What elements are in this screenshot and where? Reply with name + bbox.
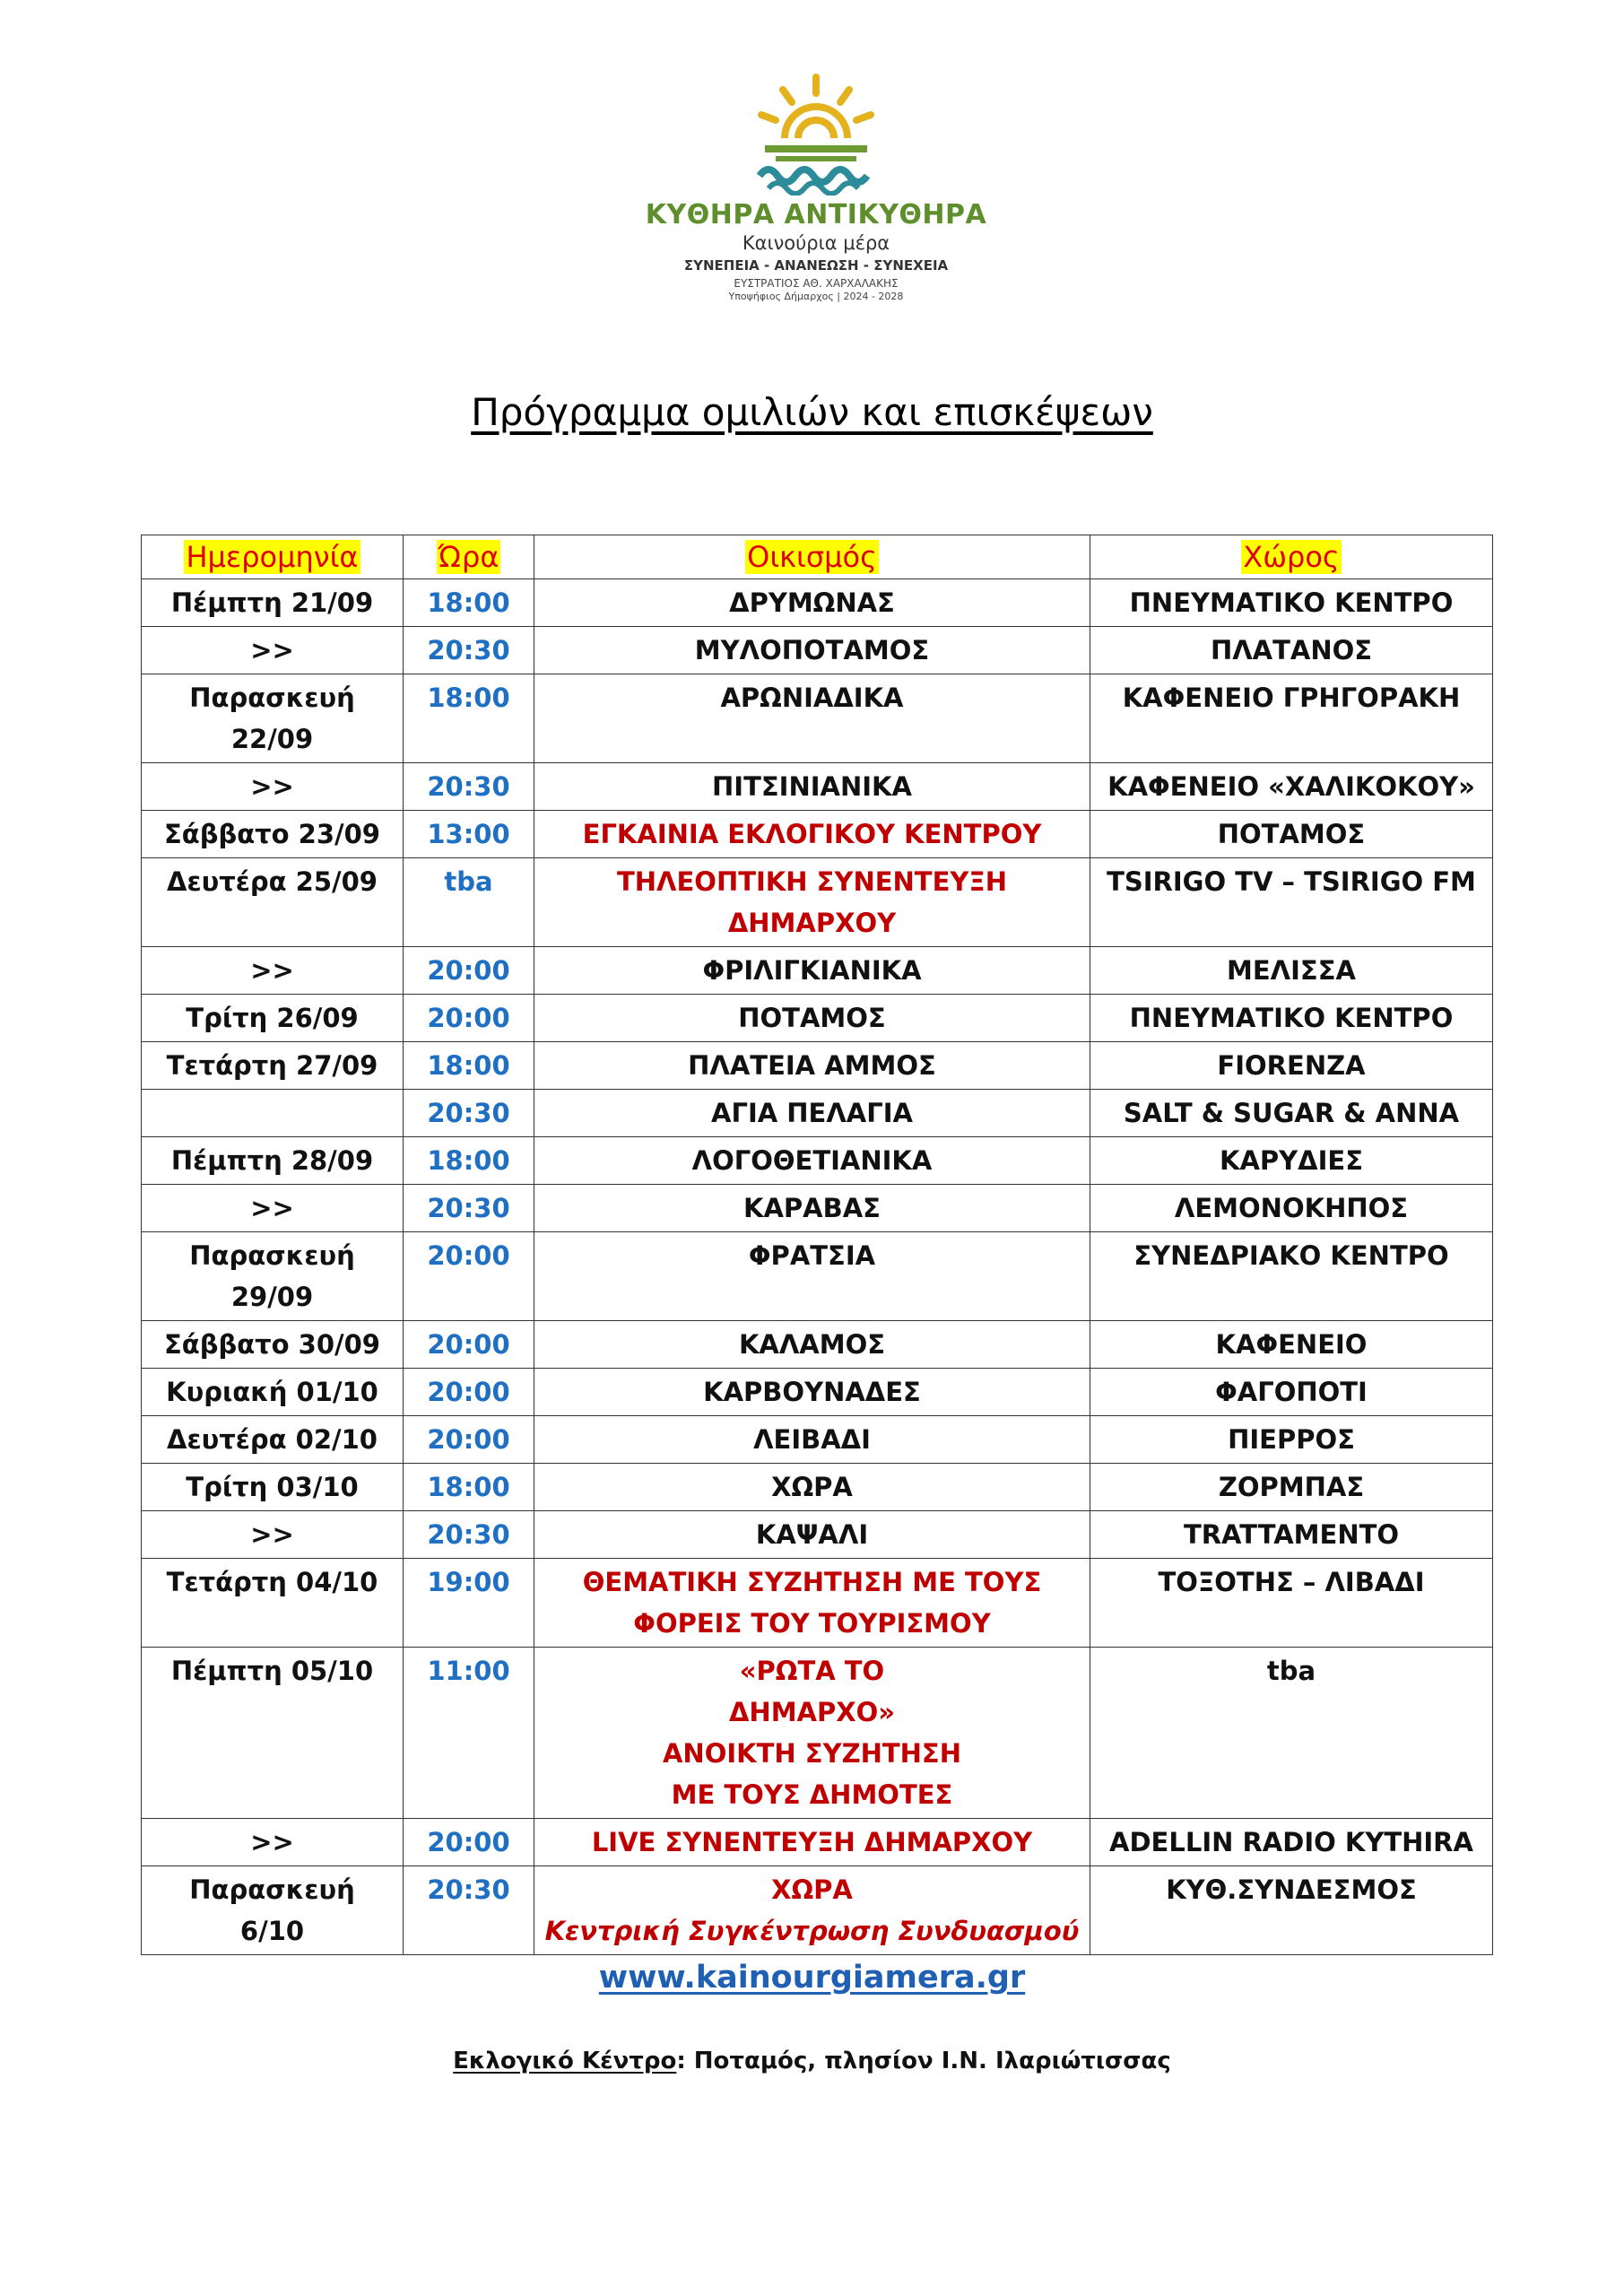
cell-time: 19:00	[404, 1559, 534, 1648]
header-date: Ημερομηνία	[142, 535, 404, 579]
logo-tagline: ΣΥΝΕΠΕΙΑ - ΑΝΑΝΕΩΣΗ - ΣΥΝΕΧΕΙΑ	[683, 257, 949, 274]
table-row	[142, 1511, 1493, 1559]
table-row	[142, 1866, 1493, 1955]
cell-date: Πέμπτη 28/09	[142, 1137, 404, 1185]
cell-date: Παρασκευή 6/10	[142, 1866, 404, 1955]
cell-time: 20:00	[404, 1321, 534, 1369]
header-place: Οικισμός	[534, 535, 1090, 579]
cell-venue: ΚΑΦΕΝΕΙΟ «ΧΑΛΙΚΟΚΟΥ»	[1090, 763, 1493, 811]
cell-place: ΦΡΙΛΙΓΚΙΑΝΙΚΑ	[534, 947, 1090, 995]
cell-venue: FIORENZA	[1090, 1042, 1493, 1090]
cell-place: ΑΓΙΑ ΠΕΛΑΓΙΑ	[534, 1090, 1090, 1137]
table-row	[142, 1648, 1493, 1819]
footer-text: : Ποταμός, πλησίον Ι.Ν. Ιλαριώτισσας	[676, 2048, 1171, 2074]
cell-date: >>	[142, 1511, 404, 1559]
cell-venue: SALT & SUGAR & ANNA	[1090, 1090, 1493, 1137]
table-row	[142, 811, 1493, 858]
cell-venue: ΚΑΡΥΔΙΕΣ	[1090, 1137, 1493, 1185]
cell-place: ΤΗΛΕΟΠΤΙΚΗ ΣΥΝΕΝΤΕΥΞΗ ΔΗΜΑΡΧΟΥ	[534, 858, 1090, 947]
cell-time: 18:00	[404, 674, 534, 763]
table-row	[142, 1090, 1493, 1137]
sun-waves-icon	[749, 70, 883, 196]
table-row	[142, 1369, 1493, 1416]
cell-venue: ΖΟΡΜΠΑΣ	[1090, 1464, 1493, 1511]
cell-date: >>	[142, 1185, 404, 1232]
place-subtitle: Κεντρική Συγκέντρωση Συνδυασμού	[544, 1916, 1080, 1946]
cell-date	[142, 1090, 404, 1137]
table-row	[142, 579, 1493, 627]
cell-place: ΠΙΤΣΙΝΙΑΝΙΚΑ	[534, 763, 1090, 811]
table-header-row	[142, 535, 1493, 579]
table-row	[142, 1321, 1493, 1369]
cell-time: 20:00	[404, 1819, 534, 1866]
cell-date: Τετάρτη 27/09	[142, 1042, 404, 1090]
place-main: ΧΩΡΑ	[771, 1874, 853, 1905]
cell-time: tba	[404, 858, 534, 947]
cell-place: ΧΩΡΑ	[534, 1464, 1090, 1511]
footer-address	[0, 2048, 1624, 2074]
cell-date: Τετάρτη 04/10	[142, 1559, 404, 1648]
cell-venue: ΛΕΜΟΝΟΚΗΠΟΣ	[1090, 1185, 1493, 1232]
header-venue: Χώρος	[1090, 535, 1493, 579]
table-row	[142, 763, 1493, 811]
cell-venue: ΦΑΓΟΠΟΤΙ	[1090, 1369, 1493, 1416]
cell-place: LIVE ΣΥΝΕΝΤΕΥΞΗ ΔΗΜΑΡΧΟΥ	[534, 1819, 1090, 1866]
cell-time: 20:00	[404, 1232, 534, 1321]
cell-venue: ΠΛΑΤΑΝΟΣ	[1090, 627, 1493, 674]
table-row	[142, 1819, 1493, 1866]
table-row	[142, 1137, 1493, 1185]
table-row	[142, 627, 1493, 674]
campaign-logo	[641, 70, 991, 352]
cell-place: ΑΡΩΝΙΑΔΙΚΑ	[534, 674, 1090, 763]
cell-venue: ΚΑΦΕΝΕΙΟ	[1090, 1321, 1493, 1369]
cell-place: ΕΓΚΑΙΝΙΑ ΕΚΛΟΓΙΚΟΥ ΚΕΝΤΡΟΥ	[534, 811, 1090, 858]
cell-venue: ΣΥΝΕΔΡΙΑΚΟ ΚΕΝΤΡΟ	[1090, 1232, 1493, 1321]
cell-time: 11:00	[404, 1648, 534, 1819]
logo-candidate-name: ΕΥΣΤΡΑΤΙΟΣ ΑΘ. ΧΑΡΧΑΛΑΚΗΣ	[734, 277, 899, 290]
cell-place: ΜΥΛΟΠΟΤΑΜΟΣ	[534, 627, 1090, 674]
cell-place: ΠΛΑΤΕΙΑ ΑΜΜΟΣ	[534, 1042, 1090, 1090]
cell-time: 20:30	[404, 1185, 534, 1232]
table-row	[142, 674, 1493, 763]
cell-time: 20:30	[404, 763, 534, 811]
cell-place: ΛΕΙΒΑΔΙ	[534, 1416, 1090, 1464]
table-row	[142, 858, 1493, 947]
table-row	[142, 1416, 1493, 1464]
cell-date: >>	[142, 1819, 404, 1866]
logo-subtitle: Καινούρια μέρα	[742, 232, 890, 254]
cell-venue: ΠΟΤΑΜΟΣ	[1090, 811, 1493, 858]
cell-place: ΚΑΛΑΜΟΣ	[534, 1321, 1090, 1369]
cell-time: 18:00	[404, 1464, 534, 1511]
cell-place: ΚΑΨΑΛΙ	[534, 1511, 1090, 1559]
header-time: Ώρα	[404, 535, 534, 579]
cell-date: Τρίτη 03/10	[142, 1464, 404, 1511]
cell-time: 20:00	[404, 995, 534, 1042]
cell-date: Παρασκευή 22/09	[142, 674, 404, 763]
logo-candidate-role: Υποψήφιος Δήμαρχος | 2024 - 2028	[728, 291, 904, 302]
cell-venue: ΠΙΕΡΡΟΣ	[1090, 1416, 1493, 1464]
cell-venue: ΠΝΕΥΜΑΤΙΚΟ ΚΕΝΤΡΟ	[1090, 579, 1493, 627]
cell-time: 18:00	[404, 579, 534, 627]
table-row	[142, 947, 1493, 995]
cell-date: Κυριακή 01/10	[142, 1369, 404, 1416]
cell-time: 20:30	[404, 627, 534, 674]
cell-date: >>	[142, 947, 404, 995]
cell-date: Πέμπτη 21/09	[142, 579, 404, 627]
table-row	[142, 1232, 1493, 1321]
page-title: Πρόγραμμα ομιλιών και επισκέψεων	[471, 390, 1153, 434]
table-row	[142, 1185, 1493, 1232]
cell-place: ΚΑΡΒΟΥΝΑΔΕΣ	[534, 1369, 1090, 1416]
cell-place: «ΡΩΤΑ ΤΟ ΔΗΜΑΡΧΟ» ΑΝΟΙΚΤΗ ΣΥΖΗΤΗΣΗ ΜΕ ΤΟΥΣ ΔΗΜΟΤΕΣ	[534, 1648, 1090, 1819]
cell-date: Σάββατο 23/09	[142, 811, 404, 858]
cell-venue: ΚΥΘ.ΣΥΝΔΕΣΜΟΣ	[1090, 1866, 1493, 1955]
cell-place: ΦΡΑΤΣΙΑ	[534, 1232, 1090, 1321]
cell-time: 13:00	[404, 811, 534, 858]
cell-venue: TRATTAMENTO	[1090, 1511, 1493, 1559]
cell-date: >>	[142, 763, 404, 811]
cell-venue: ΤΟΞΟΤΗΣ – ΛΙΒΑΔΙ	[1090, 1559, 1493, 1648]
footer-label: Εκλογικό Κέντρο	[453, 2048, 677, 2074]
cell-time: 20:00	[404, 947, 534, 995]
cell-venue: ADELLIN RADIO KYTHIRA	[1090, 1819, 1493, 1866]
cell-date: Δευτέρα 02/10	[142, 1416, 404, 1464]
cell-place: ΚΑΡΑΒΑΣ	[534, 1185, 1090, 1232]
cell-date: Σάββατο 30/09	[142, 1321, 404, 1369]
table-row	[142, 1559, 1493, 1648]
cell-date: Πέμπτη 05/10	[142, 1648, 404, 1819]
cell-time: 18:00	[404, 1042, 534, 1090]
table-row	[142, 1042, 1493, 1090]
cell-place: ΘΕΜΑΤΙΚΗ ΣΥΖΗΤΗΣΗ ΜΕ ΤΟΥΣ ΦΟΡΕΙΣ ΤΟΥ ΤΟΥΡΙΣΜΟΥ	[534, 1559, 1090, 1648]
logo-title: ΚΥΘΗΡΑ ΑΝΤΙΚΥΘΗΡΑ	[645, 199, 987, 230]
cell-place	[534, 1866, 1090, 1955]
cell-time: 20:30	[404, 1090, 534, 1137]
cell-time: 18:00	[404, 1137, 534, 1185]
cell-time: 20:30	[404, 1511, 534, 1559]
schedule-table	[141, 535, 1493, 1955]
cell-date: >>	[142, 627, 404, 674]
cell-time: 20:00	[404, 1369, 534, 1416]
cell-venue: TSIRIGO TV – TSIRIGO FM	[1090, 858, 1493, 947]
cell-place: ΔΡΥΜΩΝΑΣ	[534, 579, 1090, 627]
cell-venue: ΚΑΦΕΝΕΙΟ ΓΡΗΓΟΡΑΚΗ	[1090, 674, 1493, 763]
cell-place: ΠΟΤΑΜΟΣ	[534, 995, 1090, 1042]
cell-venue: ΠΝΕΥΜΑΤΙΚΟ ΚΕΝΤΡΟ	[1090, 995, 1493, 1042]
cell-date: Δευτέρα 25/09	[142, 858, 404, 947]
table-row	[142, 1464, 1493, 1511]
cell-place: ΛΟΓΟΘΕΤΙΑΝΙΚΑ	[534, 1137, 1090, 1185]
cell-venue: tba	[1090, 1648, 1493, 1819]
cell-date: Παρασκευή 29/09	[142, 1232, 404, 1321]
cell-time: 20:00	[404, 1416, 534, 1464]
cell-time: 20:30	[404, 1866, 534, 1955]
cell-date: Τρίτη 26/09	[142, 995, 404, 1042]
cell-venue: ΜΕΛΙΣΣΑ	[1090, 947, 1493, 995]
table-row	[142, 995, 1493, 1042]
website-link[interactable]: www.kainourgiamera.gr	[598, 1960, 1026, 1996]
